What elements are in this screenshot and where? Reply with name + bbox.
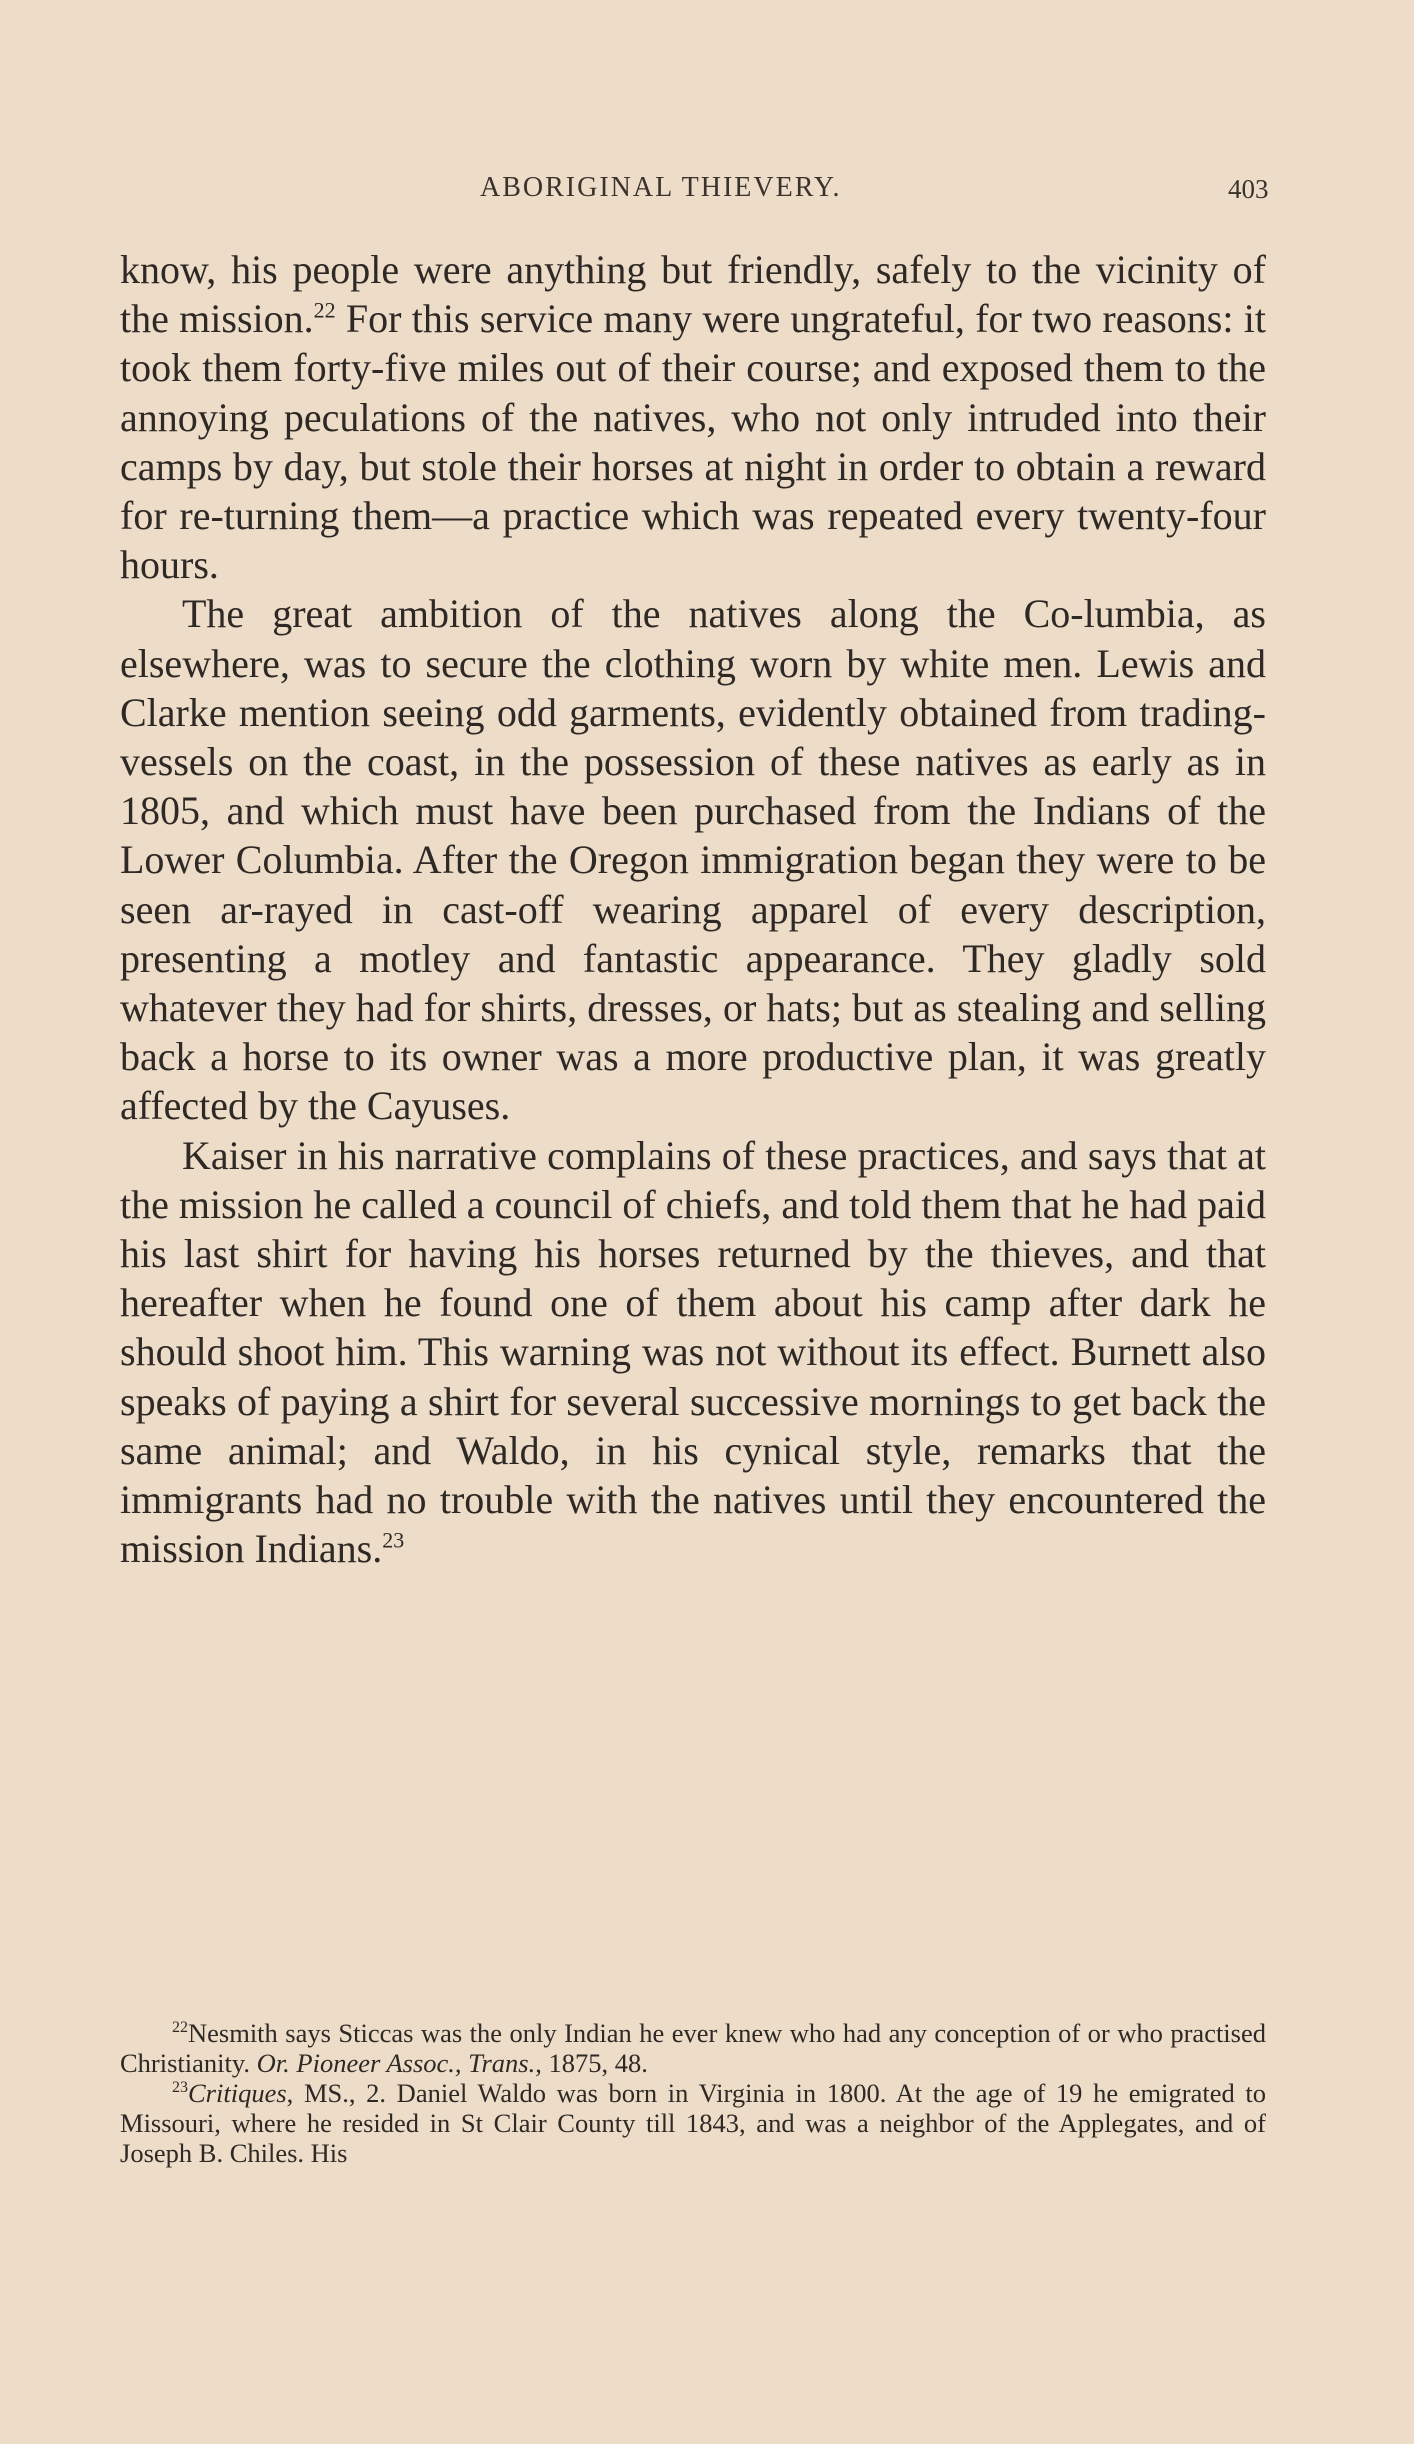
footnote-ref-23: 23: [382, 1527, 405, 1553]
paragraph-3: [120, 1131, 1266, 1574]
footnote-22-tail: , 1875, 48.: [535, 2048, 648, 2078]
page-number: 403: [1228, 174, 1269, 204]
paragraph-3-text: Kaiser in his narrative complains of these practices, and says that at the mission he called a council of chiefs, and told them that he had paid his last shirt for having his horses returned by the thieves, and that hereafter when he found one of them about his camp after dark he should shoot him. This warning was not without its effect. Burnett also speaks of paying a shirt for several successive mornings to get back the same animal; and Waldo, in his cynical style, remarks that the immigrants had no trouble with the natives until they encountered the mission Indians.: [120, 1132, 1266, 1572]
footnote-22-number: 22: [172, 2019, 188, 2037]
footnote-22-text: Nesmith says Sticcas was the only Indian he ever knew who had any conception of or who practised Christianity.: [120, 2018, 1266, 2078]
footnotes: [120, 2018, 1266, 2168]
footnote-22-source: Or. Pioneer Assoc., Trans.: [256, 2048, 536, 2078]
footnote-22: [120, 2018, 1266, 2078]
footnote-23-source: Critiques: [188, 2078, 287, 2108]
running-head: [0, 172, 1414, 212]
paragraph-1-text-b: For this service many were ungrateful, for two reasons: it took them forty-five miles out of their course; and exposed them to the annoying peculations of the natives, who not only intruded into their camps by day, but stole their horses at night in order to obtain a reward for re-turning them—a practice which was repeated every twenty-four hours.: [120, 296, 1266, 588]
footnote-23-number: 23: [172, 2079, 188, 2097]
footnote-23: [120, 2078, 1266, 2168]
running-title: ABORIGINAL THIEVERY.: [480, 172, 842, 203]
paragraph-1-text-a: know, his people were anything but friendly, safely to the vicinity of the mission.: [120, 247, 1266, 342]
paragraph-1: [120, 245, 1266, 589]
body-text: [120, 245, 1266, 1573]
paragraph-2: The great ambition of the natives along the Co-lumbia, as elsewhere, was to secure the clothing worn by white men. Lewis and Clarke mention seeing odd garments, evidently obtained from trading-vessels on the coast, in the possession of these natives as early as in 1805, and which must have been purchased from the Indians of the Lower Columbia. After the Oregon immigration began they were to be seen ar-rayed in cast-off wearing apparel of every description, presenting a motley and fantastic appearance. They gladly sold whatever they had for shirts, dresses, or hats; but as stealing and selling back a horse to its owner was a more productive plan, it was greatly affected by the Cayuses.: [120, 591, 1266, 1129]
footnote-ref-22: 22: [313, 297, 336, 323]
footnote-23-text: , MS., 2. Daniel Waldo was born in Virginia in 1800. At the age of 19 he emigrated to Missouri, where he resided in St Clair County till 1843, and was a neighbor of the Applegates, and of Joseph B. Chiles. His: [120, 2078, 1266, 2168]
